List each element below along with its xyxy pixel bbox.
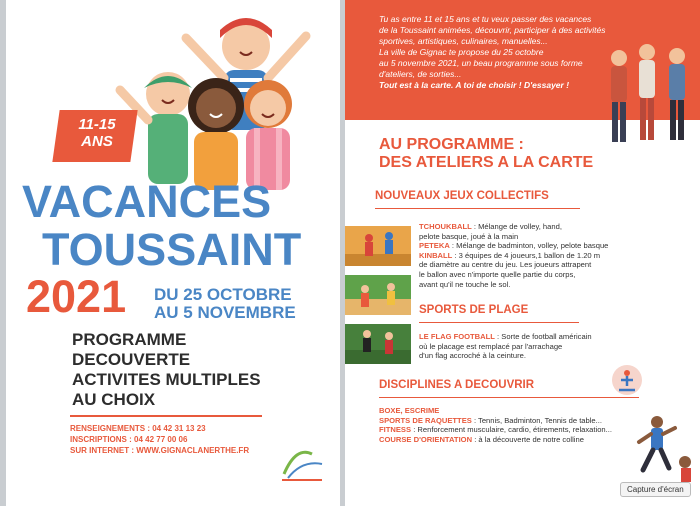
intro-line: sportives, artistiques, culinaires, manuelles... bbox=[379, 36, 548, 46]
program-line: AU CHOIX bbox=[72, 390, 156, 409]
yoga-illustration bbox=[607, 364, 647, 400]
section-underline bbox=[375, 208, 580, 209]
jeux-line: KINBALL : 3 équipes de 4 joueurs,1 ballon de 1.20 m bbox=[419, 250, 601, 260]
jeux-line: de diamètre au centre du jeu. Les joueurs attrapent bbox=[419, 260, 592, 270]
intro-line: La ville de Gignac te propose du 25 octobre bbox=[379, 47, 544, 57]
gignac-logo bbox=[278, 444, 328, 484]
intro-line: de la Toussaint animées, découvrir, participer à des activités bbox=[379, 25, 606, 35]
contact-phone-registration: INSCRIPTIONS : 04 42 77 00 06 bbox=[70, 435, 188, 444]
program-heading-line-1: AU PROGRAMME : bbox=[379, 136, 524, 153]
program-line: ACTIVITES MULTIPLES bbox=[72, 370, 261, 389]
contact-info bbox=[70, 423, 249, 456]
dates-line-1: DU 25 OCTOBRE bbox=[154, 285, 292, 304]
section-title: NOUVEAUX JEUX COLLECTIFS bbox=[375, 190, 549, 202]
children-illustration bbox=[106, 8, 326, 190]
section-title: DISCIPLINES A DECOUVRIR bbox=[379, 379, 535, 391]
sport-thumbnails bbox=[345, 226, 411, 373]
age-badge: 11-15 ANS bbox=[78, 116, 116, 150]
dates bbox=[154, 286, 296, 322]
title-vacances: VACANCES bbox=[22, 176, 272, 227]
section-underline bbox=[419, 322, 579, 323]
intro-tagline: Tout est à la carte. A toi de choisir ! D'essayer ! bbox=[379, 80, 570, 90]
disciplines-description bbox=[379, 406, 612, 444]
plage-line: d'un flag accroché à la ceinture. bbox=[419, 351, 526, 361]
intro-line: d'ateliers, de sorties... bbox=[379, 69, 462, 79]
title-toussaint: TOUSSAINT bbox=[42, 224, 302, 275]
left-page bbox=[6, 0, 340, 506]
jeux-line: TCHOUKBALL : Mélange de volley, hand, bbox=[419, 222, 562, 231]
teens-illustration bbox=[603, 36, 699, 154]
intro-line: Tu as entre 11 et 15 ans et tu veux passer des vacances bbox=[379, 14, 592, 24]
jeux-line: avant qu'il ne touche le sol. bbox=[419, 279, 511, 289]
dates-line-2: AU 5 NOVEMBRE bbox=[154, 303, 296, 322]
screenshot-button[interactable]: Capture d'écran bbox=[620, 482, 691, 497]
section-sports-plage bbox=[419, 304, 528, 320]
contact-website: SUR INTERNET : WWW.GIGNACLANERTHE.FR bbox=[70, 446, 250, 455]
section-title: SPORTS DE PLAGE bbox=[419, 304, 529, 316]
plage-description bbox=[419, 332, 592, 361]
disc-line: SPORTS DE RAQUETTES : Tennis, Badminton, Tennis de table... bbox=[379, 415, 602, 425]
program-summary bbox=[72, 330, 261, 410]
intro-line: au 5 novembre 2021, un beau programme sous forme bbox=[379, 58, 583, 68]
disc-line: COURSE D'ORIENTATION : à la découverte de notre colline bbox=[379, 434, 584, 444]
section-jeux-collectifs bbox=[375, 190, 549, 206]
program-heading bbox=[379, 136, 593, 172]
intro-text bbox=[379, 14, 619, 91]
flag-football-photo bbox=[345, 324, 411, 364]
plage-line: LE FLAG FOOTBALL : Sorte de football américain bbox=[419, 332, 592, 341]
divider bbox=[70, 415, 262, 417]
program-line: PROGRAMME bbox=[72, 330, 187, 349]
plage-line: où le placage est remplacé par l'arrachage bbox=[419, 341, 563, 351]
peteka-photo bbox=[345, 275, 411, 315]
jeux-line: pelote basque, joué à la main bbox=[419, 231, 519, 241]
right-page bbox=[345, 0, 700, 506]
tchoukball-photo bbox=[345, 226, 411, 266]
runner-illustration bbox=[635, 412, 695, 482]
jeux-line: PETEKA : Mélange de badminton, volley, pelote basque bbox=[419, 241, 609, 251]
program-heading-line-2: DES ATELIERS A LA CARTE bbox=[379, 154, 594, 171]
disc-line: BOXE, ESCRIME bbox=[379, 406, 440, 415]
year: 2021 bbox=[26, 271, 127, 322]
disc-line: FITNESS : Renforcement musculaire, cardio, étirements, relaxation... bbox=[379, 425, 612, 435]
jeux-description bbox=[419, 222, 608, 289]
section-disciplines bbox=[379, 379, 534, 395]
program-line: DECOUVERTE bbox=[72, 350, 191, 369]
contact-phone-info: RENSEIGNEMENTS : 04 42 31 13 23 bbox=[70, 424, 206, 433]
jeux-line: le ballon avec n'importe quelle partie du corps, bbox=[419, 269, 576, 279]
section-underline bbox=[379, 397, 639, 398]
